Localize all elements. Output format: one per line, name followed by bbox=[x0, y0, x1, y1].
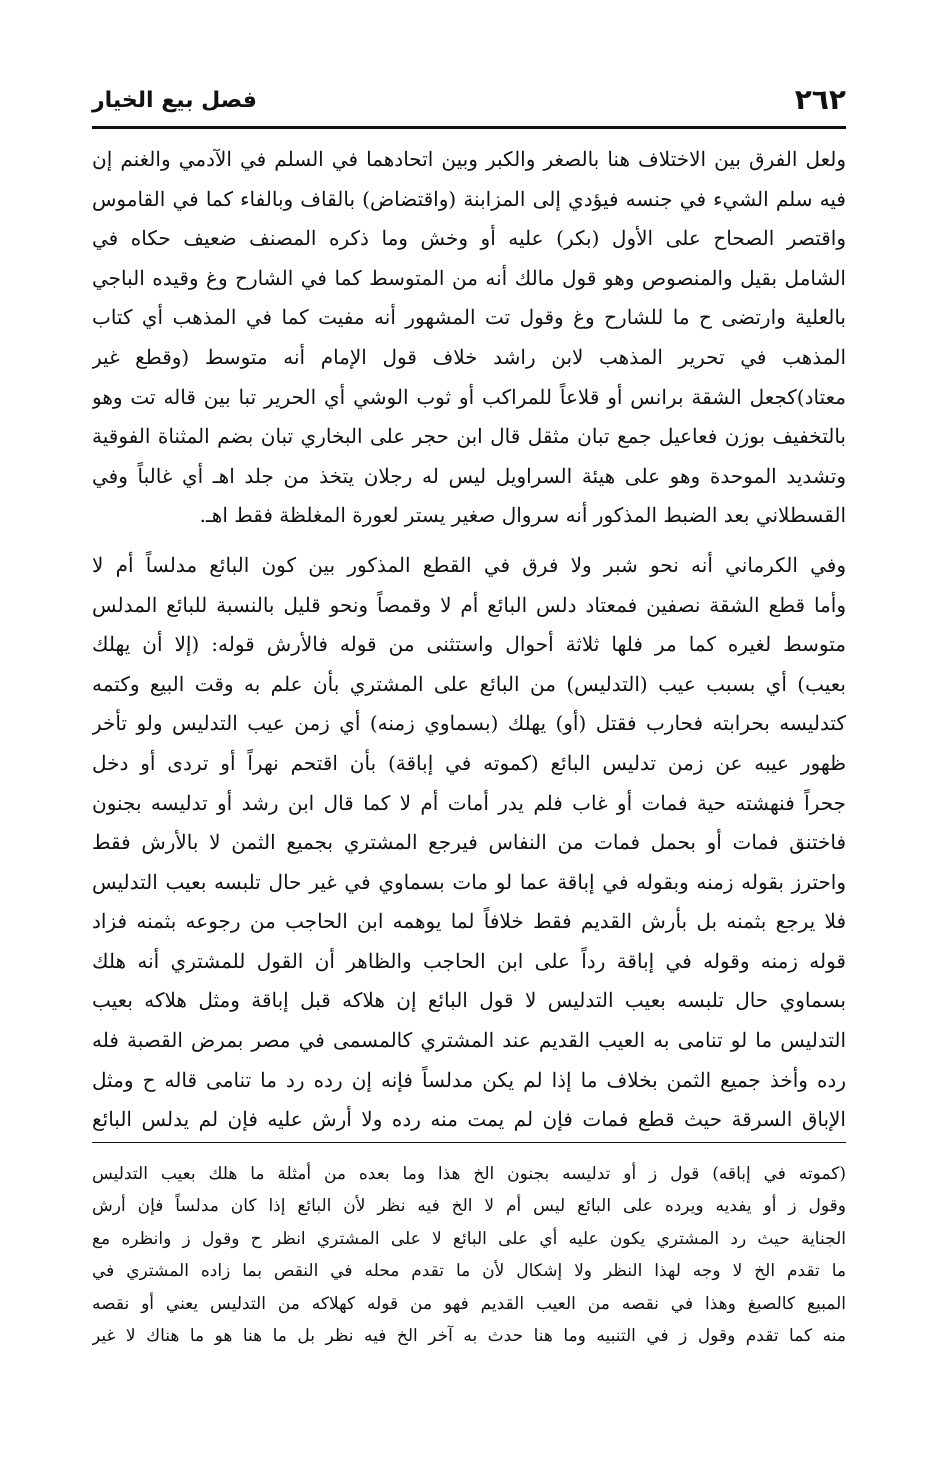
main-text bbox=[92, 140, 846, 1140]
text-line: رده وأخذ جميع الثمن بخلاف ما إذا لم يكن مدلساً فإنه إن رده رد ما تنامى قاله ح ومثل bbox=[92, 1067, 846, 1092]
text-line: بالعلية وارتضى ح ما للشارح وغ وقول تت المشهور أنه مفيت كما في المذهب أي كتاب bbox=[92, 305, 846, 330]
text-line: المذهب في تحرير المذهب لابن راشد خلاف قول الإمام أنه متوسط (وقطع غير bbox=[92, 344, 846, 369]
text-line: واحترز بقوله زمنه وبقوله في إباقة عما لو مات بسماوي في غير حال تلبسه بعيب التدليس bbox=[92, 869, 846, 894]
text-line: فيه سلم الشيء في جنسه فيؤدي إلى المزابنة (واقتضاض) بالقاف وبالفاء كما في القاموس bbox=[92, 186, 846, 211]
paragraph-2 bbox=[92, 546, 846, 1140]
text-line: التدليس ما لو تنامى به العيب القديم عند المشتري كالمسمى في مصر بمرض القصبة فله bbox=[92, 1028, 846, 1053]
text-line: معتاد)كجعل الشقة برانس أو قلاعاً للمراكب أو ثوب الوشي أي الحرير تبا بين قاله تت وهو bbox=[92, 384, 846, 409]
text-line: القسطلاني بعد الضبط المذكور أنه سروال صغير يستر لعورة المغلظة فقط اهـ. bbox=[199, 503, 846, 528]
paragraph-1 bbox=[92, 140, 846, 536]
footnote-line: ما تقدم الخ لا وجه لهذا النظر ولا إشكال لأن ما تقدم محله في النقص بما زاده المشتري في bbox=[92, 1261, 846, 1282]
text-line: فاختنق فمات أو بحمل فمات من النفاس فيرجع المشتري بجميع الثمن لا بالأرش فقط bbox=[92, 830, 846, 855]
footnote-rule bbox=[92, 1142, 846, 1143]
footnote-line: وقول ز أو يفديه ويرده على البائع ليس أم لا الخ فيه نظر لأن البائع إذا كان مدلساً فإن أرش bbox=[92, 1196, 846, 1217]
text-line: متوسط لغيره كما مر فلها ثلاثة أحوال واستثنى من قوله فالأرش قوله: (إلا أن يهلك bbox=[92, 632, 846, 657]
footnotes bbox=[92, 1158, 846, 1352]
text-line: وفي الكرماني أنه نحو شبر ولا فرق في القطع المذكور بين كون البائع مدلساً أم لا bbox=[92, 552, 846, 577]
text-line: ظهور عيبه عن زمن تدليس البائع (كموته في إباقة) بأن اقتحم نهراً أو تردى أو دخل bbox=[92, 750, 846, 775]
text-line: وأما قطع الشقة نصفين فمعتاد دلس البائع أم لا وقمصاً ونحو قليل بالنسبة للبائع المدلس bbox=[92, 592, 846, 617]
running-title: فصل بيع الخيار bbox=[92, 88, 257, 113]
text-line: قوله زمنه وقوله في إباقة رداً على ابن الحاجب والظاهر أن القول للمشتري أنه هلك bbox=[92, 948, 846, 973]
text-line: الإباق السرقة حيث قطع فمات فإن لم يمت منه رده ولا أرش عليه فإن لم يدلس البائع bbox=[92, 1107, 846, 1132]
text-line: واقتصر الصحاح على الأول (بكر) عليه أو وخش وما ذكره المصنف ضعيف حكاه في bbox=[92, 226, 846, 251]
page-number: ٢٦٢ bbox=[794, 83, 846, 116]
text-line: فلا يرجع بثمنه بل بأرش القديم فقط خلافاً لما يوهمه ابن الحاجب من رجوعه بثمنه فزاد bbox=[92, 909, 846, 934]
footnote-line: منه كما تقدم وقول ز في التنبيه وما هنا حدث به آخر الخ فيه نظر بل ما هنا هو ما هناك لا غير bbox=[92, 1326, 846, 1347]
footnote-line: الجناية حيث رد المشتري يكون عليه أي على البائع لا على المشتري انظر ح وقول ز وانظره مع bbox=[92, 1228, 846, 1249]
footnote-line: (كموته في إباقه) قول ز أو تدليسه بجنون الخ هذا وما بعده من أمثلة ما هلك بعيب التدليس bbox=[92, 1164, 846, 1184]
text-line: الشامل بقيل والمنصوص وهو قول مالك أنه من المتوسط كما في الشارح وغ وقيده الباجي bbox=[92, 265, 846, 290]
text-line: وتشديد الموحدة وهو على هيئة السراويل ليس له رجلان يتخذ من جلد اهـ أي غالباً وفي bbox=[92, 463, 846, 488]
text-line: ولعل الفرق بين الاختلاف هنا بالصغر والكبر وبين اتحادهما في السلم في الآدمي والغنم إن bbox=[92, 147, 846, 171]
page-header bbox=[92, 82, 846, 124]
text-line: كتدليسه بحرابته فحارب فقتل (أو) يهلك (بسماوي زمنه) أي زمن عيب التدليس ولو تأخر bbox=[92, 711, 846, 736]
text-line: بسماوي حال تلبسه بعيب التدليس لا قول البائع إن هلاكه قبل إباقة ومثل هلاكه بعيب bbox=[92, 988, 846, 1013]
text-line: جحراً فنهشته حية فمات أو غاب فلم يدر أمات أم لا كما قال ابن رشد أو تدليسه بجنون bbox=[92, 790, 846, 815]
text-line: بالتخفيف بوزن فعاعيل جمع تبان مثقل قال ابن حجر على البخاري تبان بضم المثناة الفوقية bbox=[92, 424, 846, 449]
footnote-line: المبيع كالصبغ وهذا في نقصه من العيب القديم فهو من قوله كهلاكه من التدليس يعني أو نقصه bbox=[92, 1293, 846, 1314]
header-rule bbox=[92, 126, 846, 129]
text-line: بعيب) أي بسبب عيب (التدليس) من البائع على المشتري بأن علم به وقت البيع وكتمه bbox=[92, 671, 846, 696]
